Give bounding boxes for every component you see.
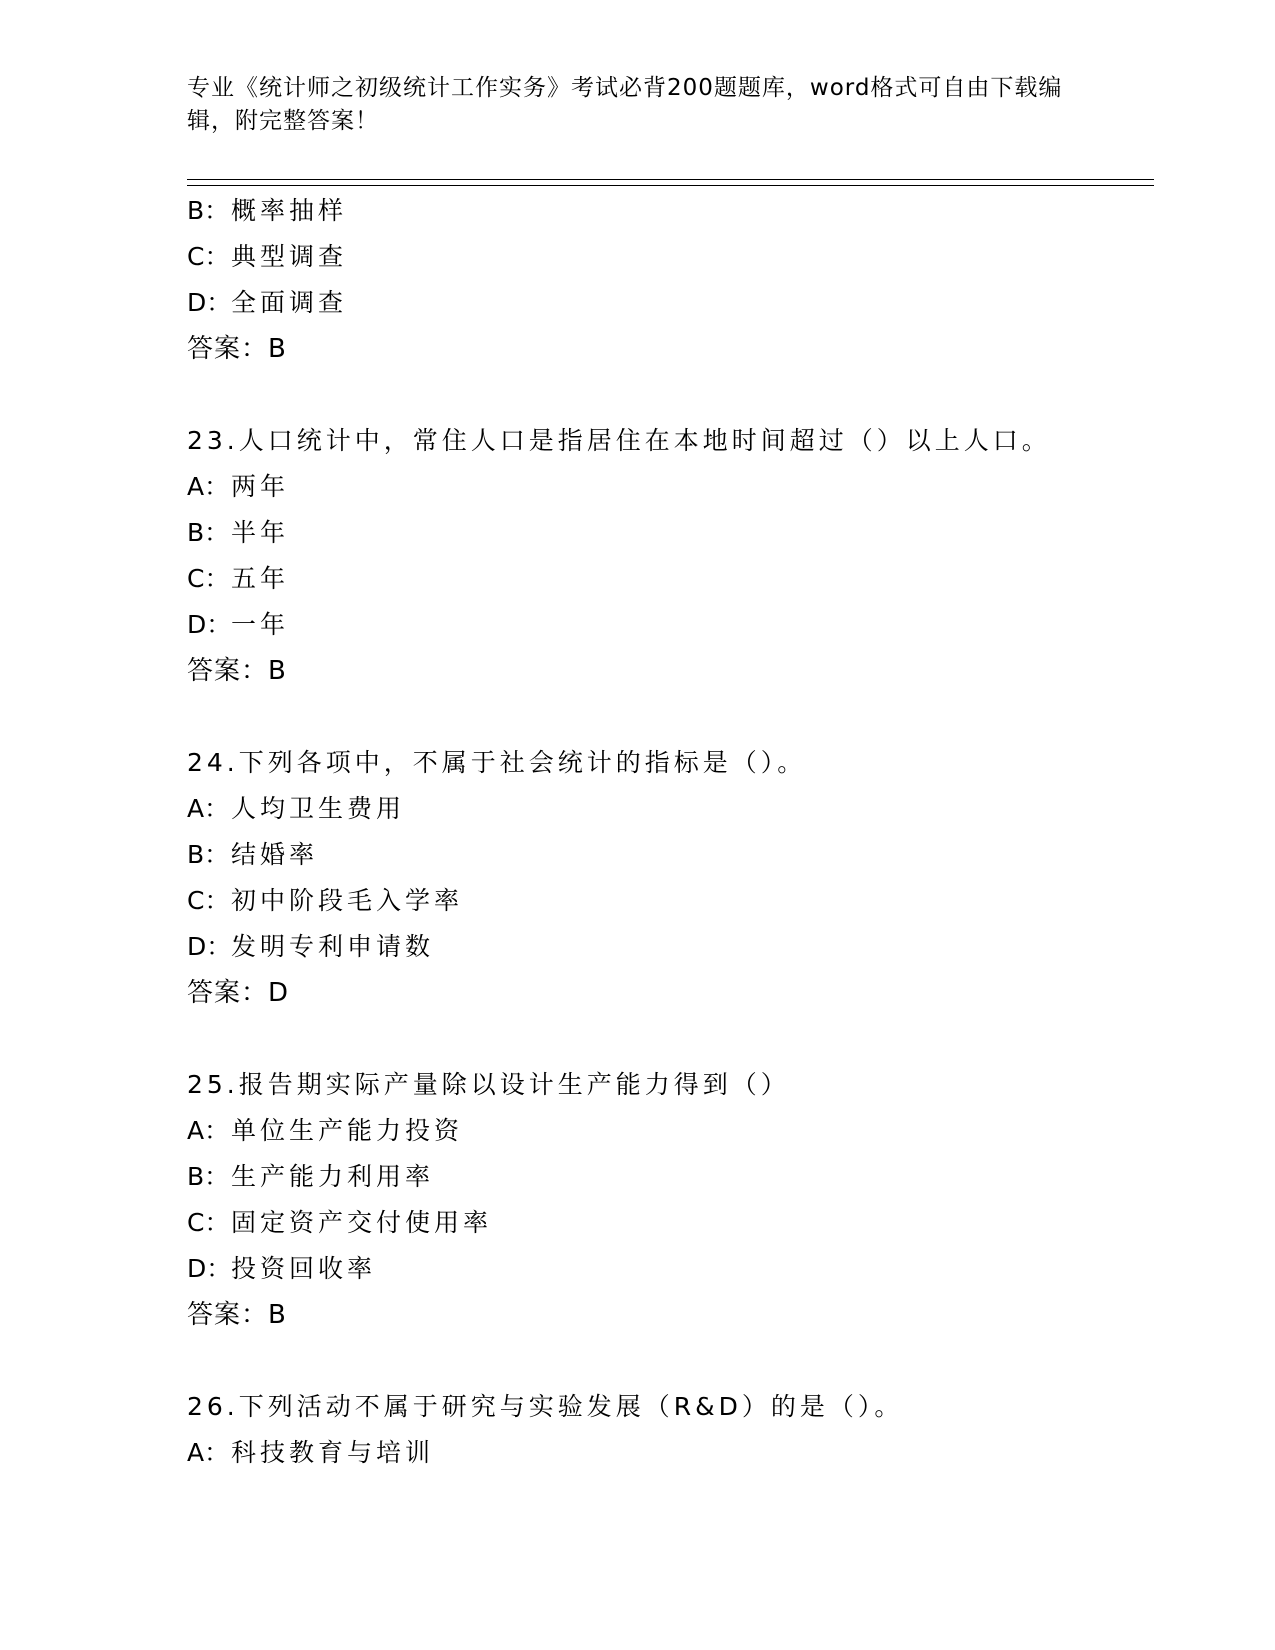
option-text: 两年 [231, 472, 290, 501]
option-text: 投资回收率 [231, 1254, 377, 1283]
question-list [187, 188, 1154, 1476]
option-key: B： [187, 196, 230, 225]
option-row [187, 1246, 1154, 1292]
option-key: D： [187, 288, 232, 317]
option-row [187, 188, 1154, 234]
option-key: A： [187, 794, 230, 823]
option-key: C： [187, 564, 230, 593]
option-row [187, 1430, 1154, 1476]
header-divider [187, 179, 1154, 186]
document-title: 专业《统计师之初级统计工作实务》考试必背200题题库，word格式可自由下载编辑，附完整答案！ [187, 75, 1063, 134]
option-text: 半年 [231, 518, 290, 547]
option-text: 初中阶段毛入学率 [231, 886, 464, 915]
option-key: B： [187, 840, 230, 869]
option-text: 固定资产交付使用率 [231, 1208, 493, 1237]
option-text: 结婚率 [231, 840, 319, 869]
question-stem: 23.人口统计中，常住人口是指居住在本地时间超过（）以上人口。 [187, 426, 1051, 455]
answer-line: 答案：B [187, 656, 287, 686]
option-text: 单位生产能力投资 [231, 1116, 464, 1145]
option-text: 典型调查 [231, 242, 348, 271]
option-key: D： [187, 1254, 232, 1283]
option-text: 科技教育与培训 [231, 1438, 435, 1467]
option-key: B： [187, 518, 230, 547]
option-text: 五年 [231, 564, 290, 593]
option-row [187, 280, 1154, 326]
option-row [187, 464, 1154, 510]
answer-line: 答案：D [187, 978, 290, 1008]
option-row [187, 924, 1154, 970]
option-row [187, 510, 1154, 556]
option-key: D： [187, 932, 232, 961]
option-text: 全面调查 [231, 288, 348, 317]
option-row [187, 1200, 1154, 1246]
question-stem: 25.报告期实际产量除以设计生产能力得到（） [187, 1070, 790, 1099]
question-stem: 24.下列各项中，不属于社会统计的指标是（）。 [187, 748, 807, 777]
option-key: A： [187, 1116, 230, 1145]
option-text: 一年 [231, 610, 290, 639]
answer-line: 答案：B [187, 334, 287, 364]
page-header [187, 72, 1087, 138]
option-row [187, 1154, 1154, 1200]
answer-line: 答案：B [187, 1300, 287, 1330]
option-text: 人均卫生费用 [231, 794, 406, 823]
option-text: 概率抽样 [231, 196, 348, 225]
option-key: C： [187, 242, 230, 271]
option-row [187, 234, 1154, 280]
option-row [187, 878, 1154, 924]
option-key: C： [187, 886, 230, 915]
option-row [187, 786, 1154, 832]
option-row [187, 1108, 1154, 1154]
question-stem: 26.下列活动不属于研究与实验发展（R&D）的是（）。 [187, 1392, 904, 1421]
option-row [187, 556, 1154, 602]
option-text: 发明专利申请数 [231, 932, 435, 961]
option-row [187, 602, 1154, 648]
option-key: C： [187, 1208, 230, 1237]
option-key: A： [187, 472, 230, 501]
option-key: B： [187, 1162, 230, 1191]
option-key: D： [187, 610, 232, 639]
option-row [187, 832, 1154, 878]
option-key: A： [187, 1438, 230, 1467]
option-text: 生产能力利用率 [231, 1162, 435, 1191]
